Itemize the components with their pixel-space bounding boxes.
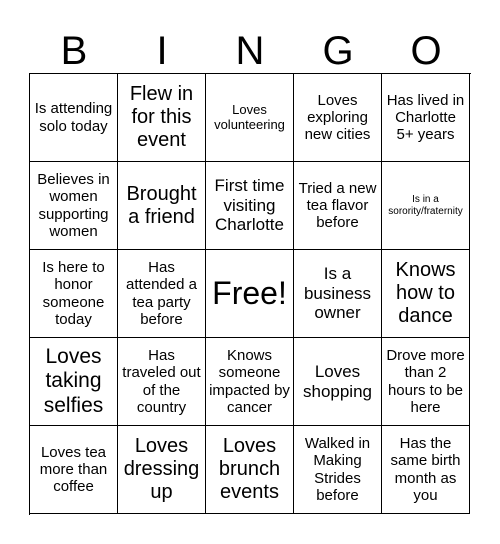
bingo-cell-r1c3[interactable]: Loves volunteering bbox=[206, 74, 294, 162]
bingo-cell-r1c2[interactable]: Flew in for this event bbox=[118, 74, 206, 162]
bingo-cell-r2c2[interactable]: Brought a friend bbox=[118, 162, 206, 250]
bingo-cell-r3c4[interactable]: Is a business owner bbox=[294, 250, 382, 338]
bingo-cell-r3c1[interactable]: Is here to honor someone today bbox=[30, 250, 118, 338]
bingo-cell-r1c1[interactable]: Is attending solo today bbox=[30, 74, 118, 162]
header-letter-b: B bbox=[60, 29, 88, 73]
bingo-cell-r4c3[interactable]: Knows someone impacted by cancer bbox=[206, 338, 294, 426]
bingo-cell-r4c1[interactable]: Loves taking selfies bbox=[30, 338, 118, 426]
bingo-cell-free[interactable]: Free! bbox=[206, 250, 294, 338]
bingo-cell-r2c5[interactable]: Is in a sorority/fraternity bbox=[382, 162, 470, 250]
bingo-cell-r5c4[interactable]: Walked in Making Strides before bbox=[294, 426, 382, 514]
bingo-cell-r3c5[interactable]: Knows how to dance bbox=[382, 250, 470, 338]
bingo-cell-r5c2[interactable]: Loves dressing up bbox=[118, 426, 206, 514]
bingo-board bbox=[29, 73, 471, 515]
bingo-cell-r2c3[interactable]: First time visiting Charlotte bbox=[206, 162, 294, 250]
bingo-cell-r4c2[interactable]: Has traveled out of the country bbox=[118, 338, 206, 426]
bingo-cell-r5c5[interactable]: Has the same birth month as you bbox=[382, 426, 470, 514]
bingo-cell-r1c4[interactable]: Loves exploring new cities bbox=[294, 74, 382, 162]
header-letter-i: I bbox=[156, 29, 168, 73]
header-letter-n: N bbox=[235, 29, 265, 73]
bingo-cell-r4c4[interactable]: Loves shopping bbox=[294, 338, 382, 426]
bingo-cell-r3c2[interactable]: Has attended a tea party before bbox=[118, 250, 206, 338]
bingo-cell-r1c5[interactable]: Has lived in Charlotte 5+ years bbox=[382, 74, 470, 162]
bingo-cell-r2c4[interactable]: Tried a new tea flavor before bbox=[294, 162, 382, 250]
bingo-cell-r5c3[interactable]: Loves brunch events bbox=[206, 426, 294, 514]
bingo-cell-r5c1[interactable]: Loves tea more than coffee bbox=[30, 426, 118, 514]
bingo-cell-r4c5[interactable]: Drove more than 2 hours to be here bbox=[382, 338, 470, 426]
bingo-cell-r2c1[interactable]: Believes in women supporting women bbox=[30, 162, 118, 250]
header-letter-g: G bbox=[322, 29, 354, 73]
header-letter-o: O bbox=[410, 29, 442, 73]
